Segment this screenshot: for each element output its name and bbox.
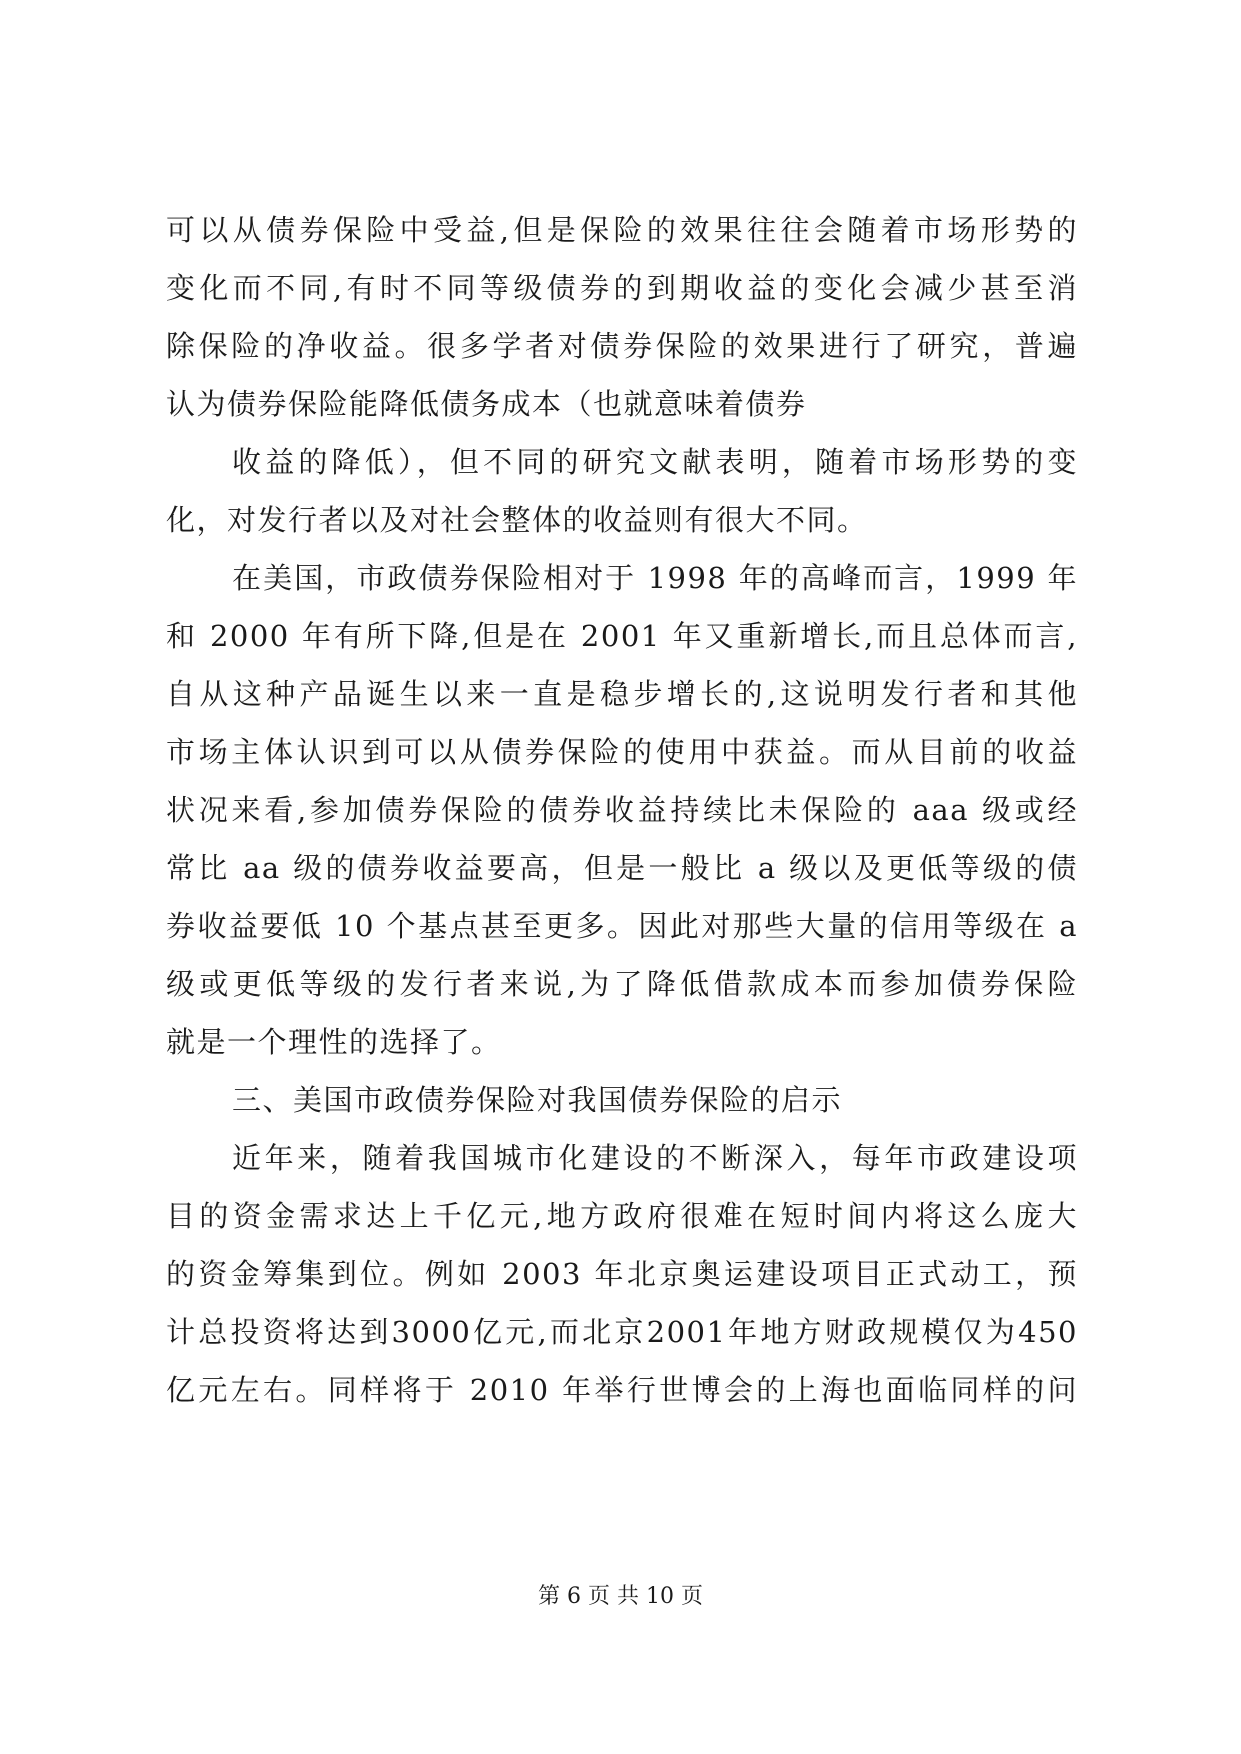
body-line: 计总投资将达到3000亿元,而北京2001年地方财政规模仅为450 xyxy=(166,1315,1078,1349)
body-line: 市场主体认识到可以从债券保险的使用中获益。而从目前的收益 xyxy=(166,735,1078,769)
body-line: 近年来，随着我国城市化建设的不断深入，每年市政建设项 xyxy=(232,1141,1078,1175)
body-line: 可以从债券保险中受益,但是保险的效果往往会随着市场形势的 xyxy=(166,213,1078,247)
body-line: 券收益要低 10 个基点甚至更多。因此对那些大量的信用等级在 a xyxy=(166,909,1078,943)
body-line: 变化而不同,有时不同等级债券的到期收益的变化会减少甚至消 xyxy=(166,271,1078,305)
body-line: 常比 aa 级的债券收益要高，但是一般比 a 级以及更低等级的债 xyxy=(166,851,1078,885)
body-line: 自从这种产品诞生以来一直是稳步增长的,这说明发行者和其他 xyxy=(166,677,1078,711)
body-line: 认为债券保险能降低债务成本（也就意味着债券 xyxy=(166,387,807,421)
body-line: 和 2000 年有所下降,但是在 2001 年又重新增长,而且总体而言, xyxy=(166,619,1078,653)
body-line: 目的资金需求达上千亿元,地方政府很难在短时间内将这么庞大 xyxy=(166,1199,1078,1233)
body-line: 就是一个理性的选择了。 xyxy=(166,1025,502,1059)
body-line: 的资金筹集到位。例如 2003 年北京奥运建设项目正式动工，预 xyxy=(166,1257,1078,1291)
page-number-footer: 第 6 页 共 10 页 xyxy=(538,1584,703,1609)
body-line: 在美国，市政债券保险相对于 1998 年的高峰而言，1999 年 xyxy=(232,561,1078,595)
body-line: 亿元左右。同样将于 2010 年举行世博会的上海也面临同样的问 xyxy=(166,1373,1078,1407)
body-line: 除保险的净收益。很多学者对债券保险的效果进行了研究，普遍 xyxy=(166,329,1078,363)
body-line: 状况来看,参加债券保险的债券收益持续比未保险的 aaa 级或经 xyxy=(166,793,1078,827)
body-line: 级或更低等级的发行者来说,为了降低借款成本而参加债券保险 xyxy=(166,967,1078,1001)
section-heading: 三、美国市政债券保险对我国债券保险的启示 xyxy=(232,1083,843,1117)
body-line: 收益的降低），但不同的研究文献表明，随着市场形势的变 xyxy=(232,445,1078,479)
body-line: 化，对发行者以及对社会整体的收益则有很大不同。 xyxy=(166,503,868,537)
